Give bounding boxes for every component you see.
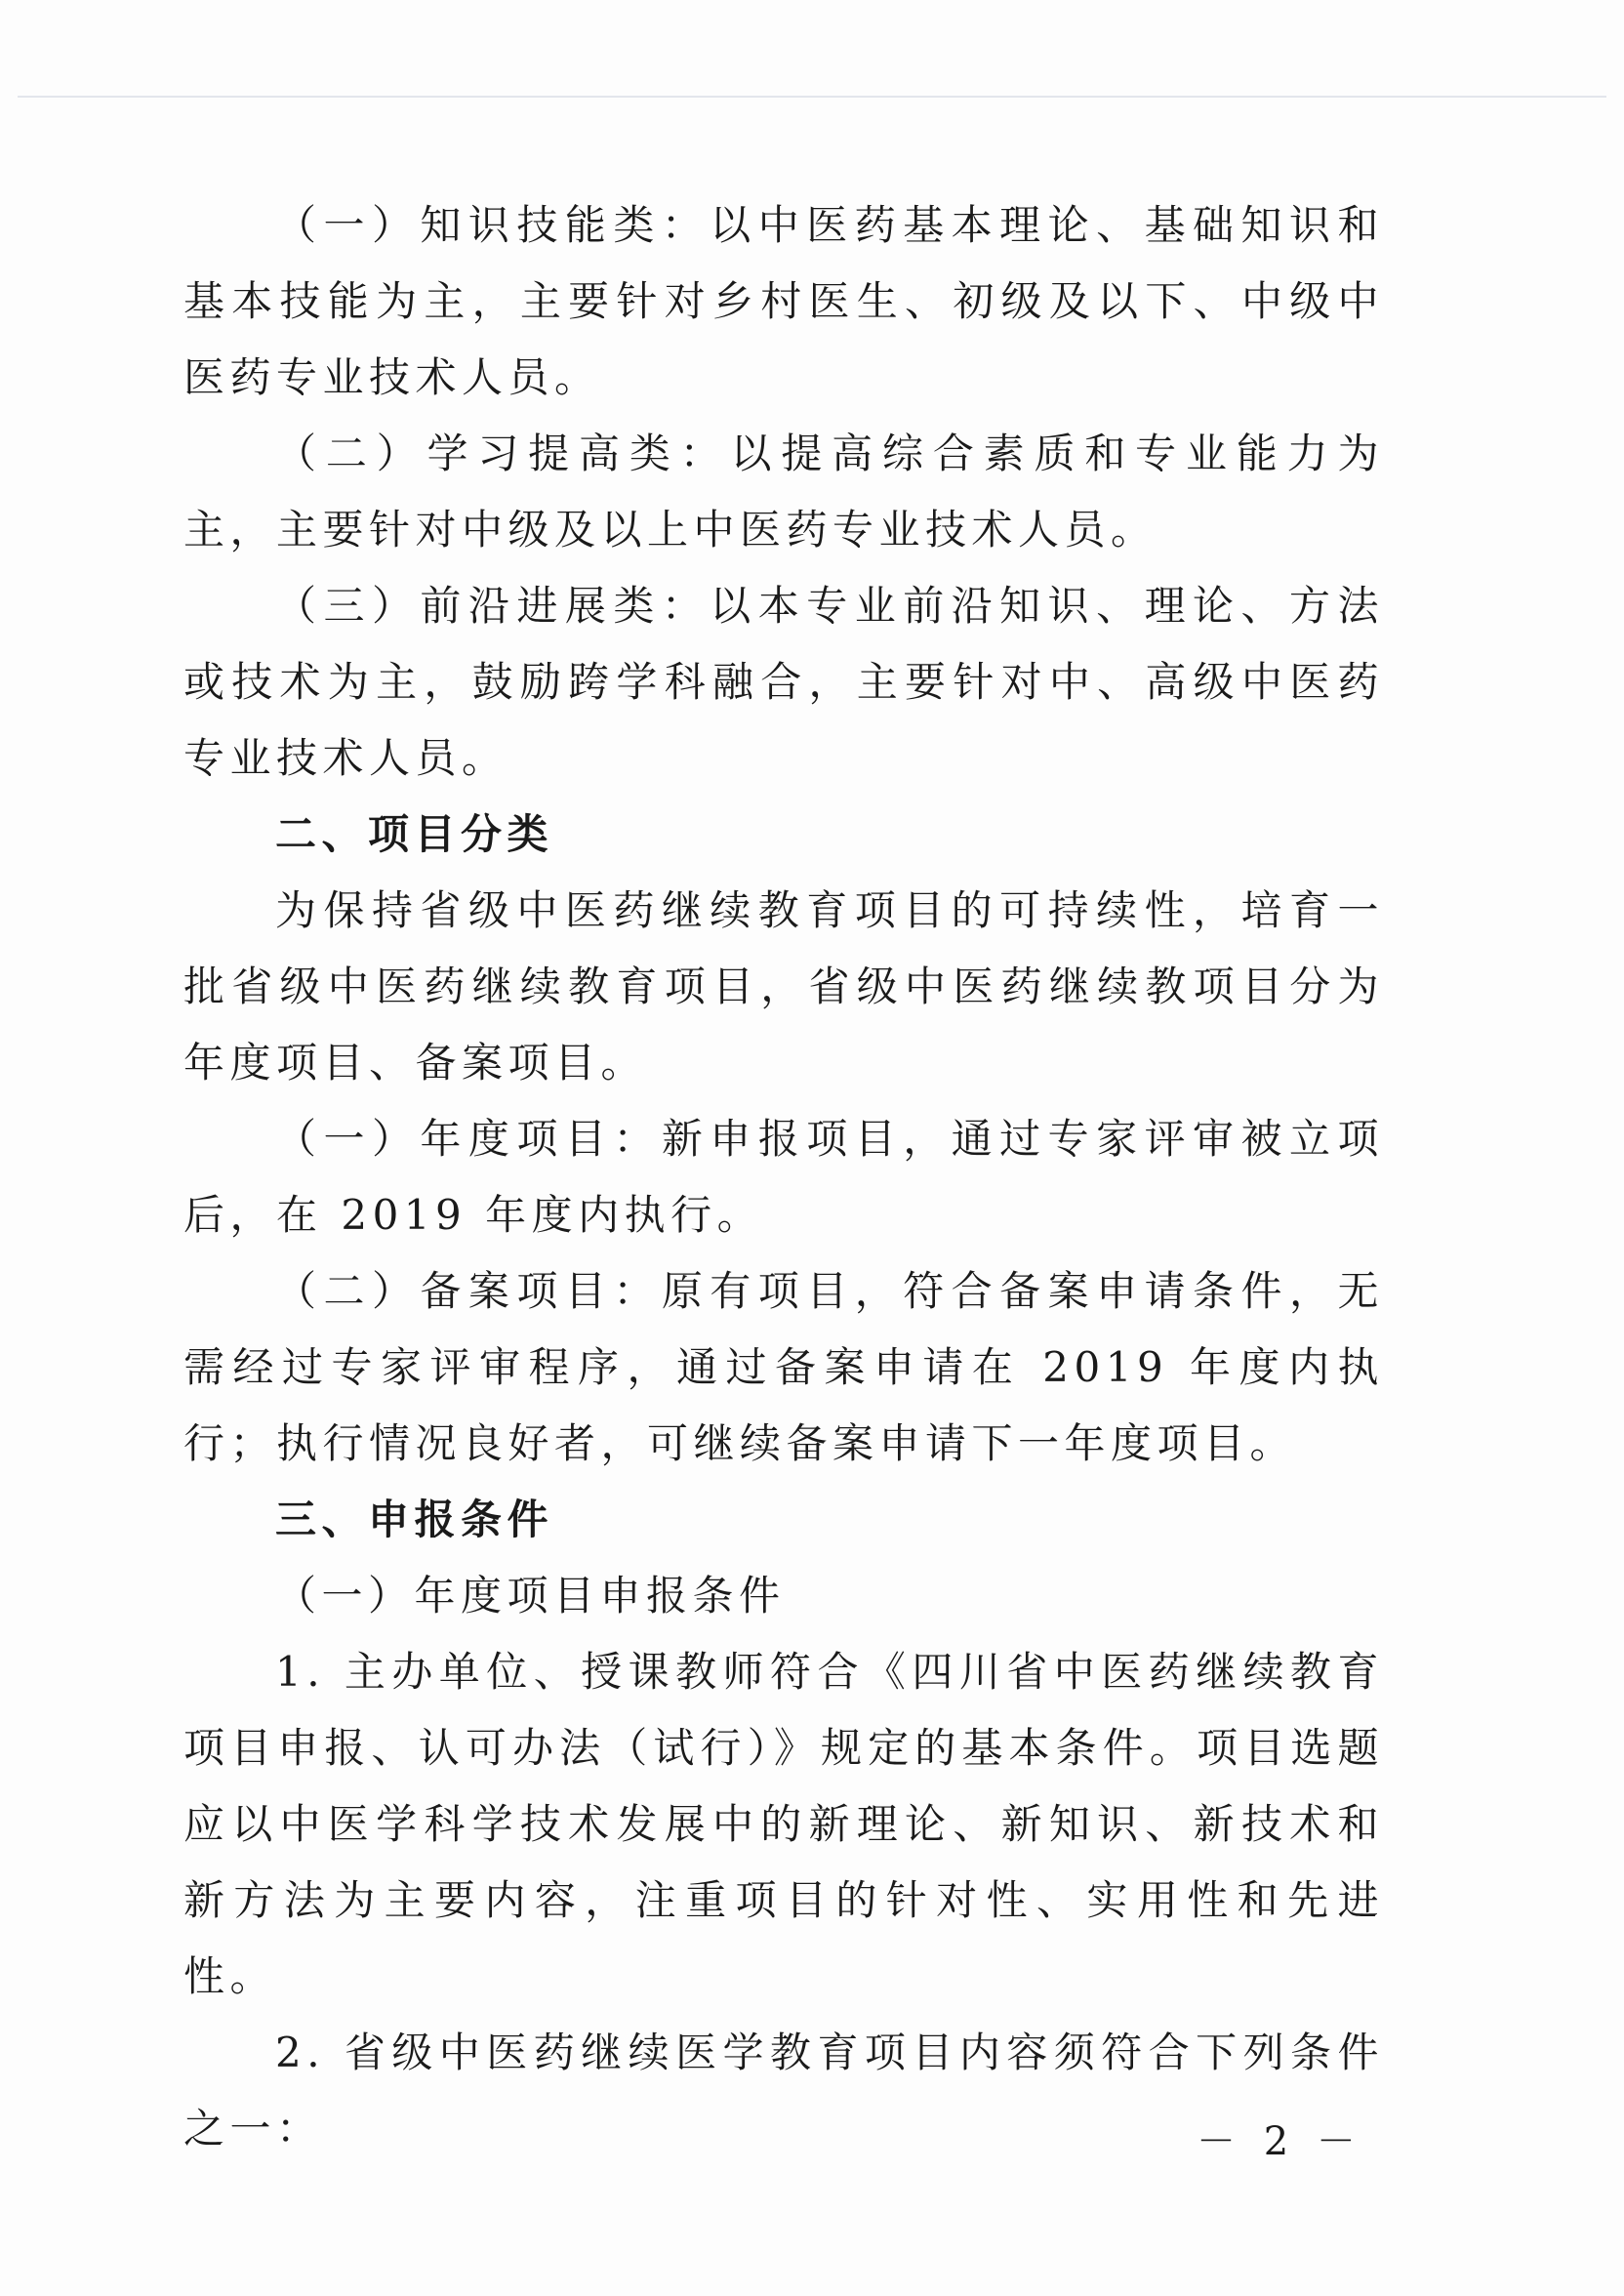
paragraph-classification-intro: 为保持省级中医药继续教育项目的可持续性，培育一批省级中医药继续教育项目，省级中医药继续教项目分为年度项目、备案项目。 [183,886,1384,1086]
top-border-line [18,96,1606,98]
section-heading-project-classification: 二、项目分类 [275,810,554,858]
document-body [183,187,1384,2167]
paragraph-condition-1: 1. 主办单位、授课教师符合《四川省中医药继续教育项目申报、认可办法（试行）》规定的基本条件。项目选题应以中医学科学技术发展中的新理论、新知识、新技术和新方法为主要内容，注重项目的针对性、实用性和先进性。 [183,1648,1384,2000]
paragraph-frontier-progress: （三）前沿进展类：以本专业前沿知识、理论、方法或技术为主，鼓励跨学科融合，主要针对中、高级中医药专业技术人员。 [183,582,1384,782]
paragraph-learning-improvement: （二）学习提高类：以提高综合素质和专业能力为主，主要针对中级及以上中医药专业技术人员。 [183,430,1384,554]
paragraph-filing-project: （二）备案项目：原有项目，符合备案申请条件，无需经过专家评审程序，通过备案申请在 2019 年度内执行；执行情况良好者，可继续备案申请下一年度项目。 [183,1267,1384,1467]
section-heading-application-conditions: 三、申报条件 [275,1496,554,1543]
paragraph-condition-2: 2. 省级中医药继续医学教育项目内容须符合下列条件之一： [183,2029,1384,2152]
paragraph-knowledge-skills: （一）知识技能类：以中医药基本理论、基础知识和基本技能为主，主要针对乡村医生、初级及以下、中级中医药专业技术人员。 [183,201,1384,401]
page-number: － 2 － [1197,2119,1363,2164]
subheading-annual-conditions: （一）年度项目申报条件 [275,1572,786,1620]
paragraph-annual-project: （一）年度项目：新申报项目，通过专家评审被立项后，在 2019 年度内执行。 [183,1115,1384,1239]
